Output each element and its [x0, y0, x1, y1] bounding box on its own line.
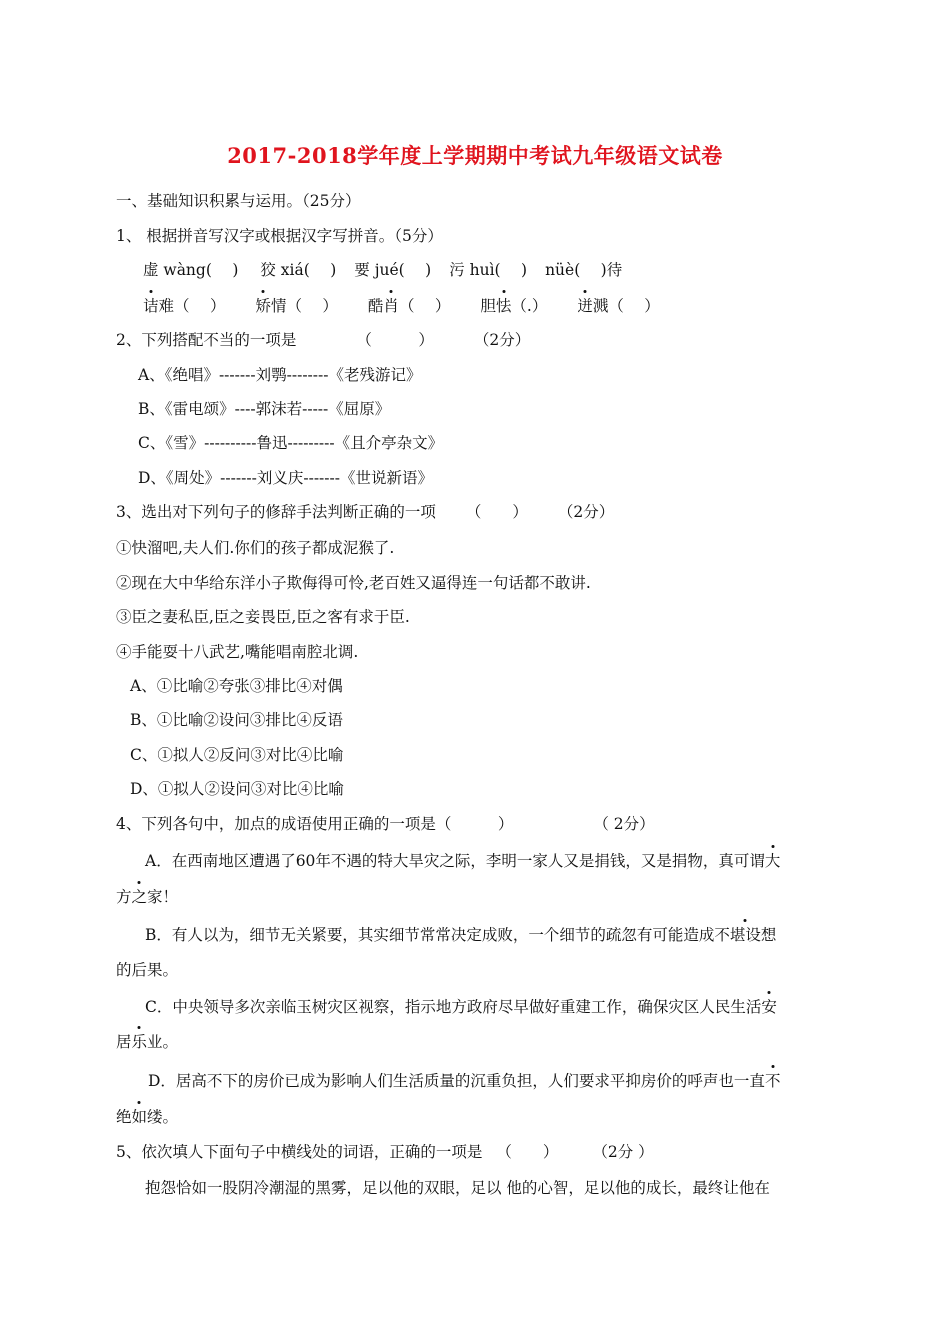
- q2-option-c: C、《雪》----------鲁迅---------《且介亭杂文》: [138, 434, 444, 452]
- q4-option-c-line2: 居乐业。: [116, 1033, 179, 1051]
- question-1-stem: 1、 根据拼音写汉字或根据汉字写拼音。（5分）: [116, 227, 443, 245]
- q3-option-d: D、①拟人②设问③对比④比喻: [130, 780, 344, 798]
- q5-passage: 抱怨恰如一股阴冷潮湿的黑雾，足以他的双眼，足以 他的心智，足以他的成长，最终让他在: [145, 1179, 770, 1197]
- q1-char-item: 酷肖（ ）: [367, 297, 451, 315]
- q1-char-item: 诘难（ ）: [143, 297, 226, 315]
- question-2-stem: 2、下列搭配不当的一项是 （ ） （2分）: [116, 331, 531, 349]
- q3-sentence-1: ①快溜吧,夫人们.你们的孩子都成泥猴了.: [116, 539, 395, 557]
- section-heading: 一、基础知识积累与运用。（25分）: [116, 192, 361, 210]
- q1-char-item: 迸溅（ ）: [577, 297, 660, 315]
- q3-sentence-3: ③臣之妻私臣,臣之妾畏臣,臣之客有求于臣.: [116, 608, 410, 626]
- q1-pinyin-row: [143, 260, 622, 280]
- q3-option-c: C、①拟人②反问③对比④比喻: [130, 746, 344, 764]
- q4-option-a-line2: 方之家！: [116, 888, 179, 906]
- q4-option-c-line1: C．中央领导多次亲临玉树灾区视察，指示地方政府尽早做好重建工作，确保灾区人民生活安: [145, 998, 777, 1016]
- q3-sentence-2: ②现在大中华给东洋小子欺侮得可怜,老百姓又逼得连一句话都不敢讲.: [116, 574, 591, 592]
- q1-character-row: [143, 296, 660, 316]
- q2-option-b: B、《雷电颂》----郭沫若-----《屈原》: [138, 400, 391, 418]
- q4-option-d-line1: D．居高不下的房价已成为影响人们生活质量的沉重负担，人们要求平抑房价的呼声也一直不: [148, 1072, 781, 1090]
- q2-option-d: D、《周处》-------刘义庆-------《世说新语》: [138, 469, 434, 487]
- question-4-stem: 4、下列各句中，加点的成语使用正确的一项是（ ） （ 2分）: [116, 815, 655, 833]
- q1-char-item: 矫情（ ）: [255, 297, 338, 315]
- q1-item: nüè( )待: [545, 261, 623, 279]
- q4-option-b-line1: B．有人以为，细节无关紧要，其实细节常常决定成败，一个细节的疏忽有可能造成不堪设想: [145, 926, 777, 944]
- q3-option-b: B、①比喻②设问③排比④反语: [130, 711, 343, 729]
- exam-title: 2017-2018学年度上学期期中考试九年级语文试卷: [227, 143, 723, 168]
- q1-char-item: 胆怯（.）: [480, 297, 548, 315]
- question-3-stem: 3、选出对下列句子的修辞手法判断正确的一项 （ ） （2分）: [116, 503, 615, 521]
- q1-item: 虚 wàng( ): [143, 261, 239, 279]
- question-5-stem: 5、依次填人下面句子中横线处的词语，正确的一项是 （ ） （2分 ）: [116, 1143, 654, 1161]
- q4-option-d-line2: 绝如缕。: [116, 1108, 179, 1126]
- q2-option-a: A、《绝唱》-------刘鹗--------《老残游记》: [138, 366, 422, 384]
- q1-item: 要 jué( ): [354, 261, 432, 279]
- q4-option-b-line2: 的后果。: [116, 961, 179, 979]
- q3-option-a: A、①比喻②夸张③排比④对偶: [130, 677, 343, 695]
- q3-sentence-4: ④手能耍十八武艺,嘴能唱南腔北调.: [116, 643, 359, 661]
- q1-item: 污 huì( ): [449, 261, 528, 279]
- q4-option-a-line1: A．在西南地区遭遇了60年不遇的特大旱灾之际，李明一家人又是捐钱，又是捐物，真可谓大: [145, 852, 781, 870]
- q1-item: 狡 xiá( ): [260, 261, 337, 279]
